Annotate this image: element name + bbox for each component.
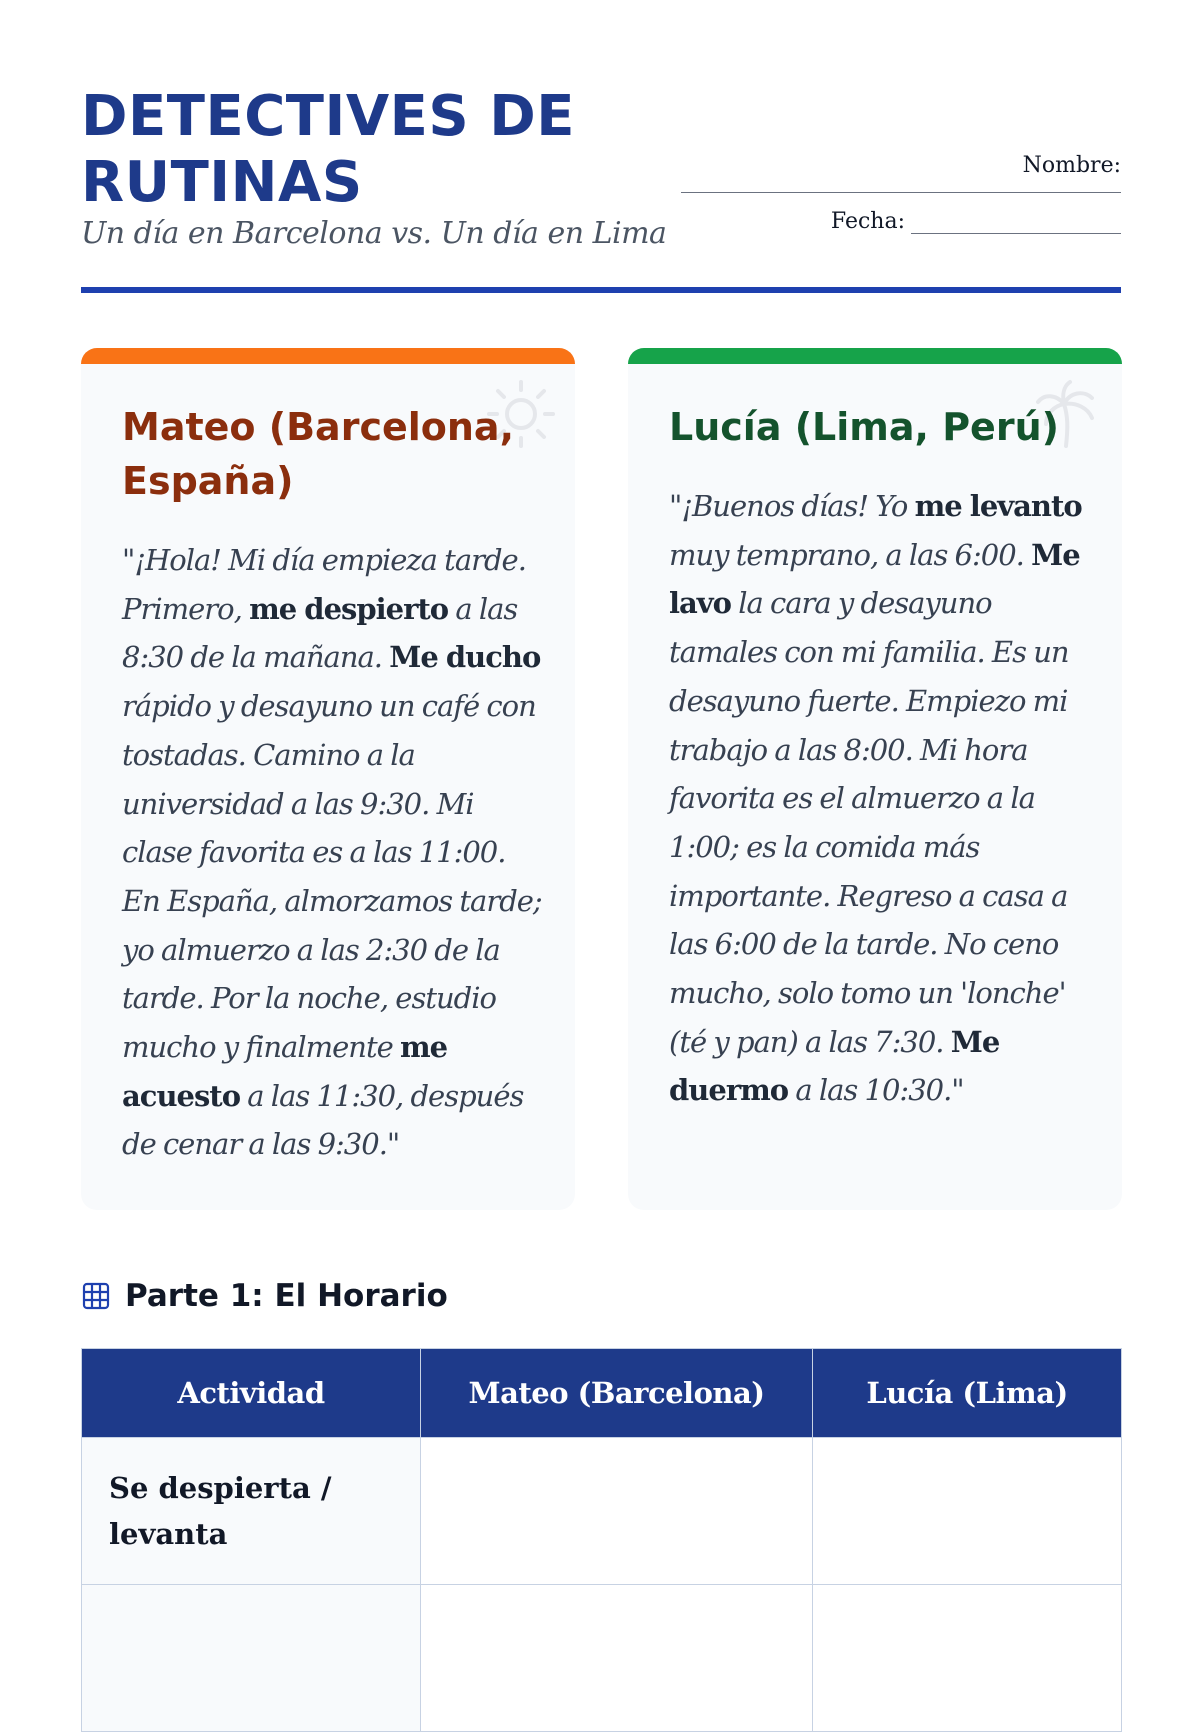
name-label: Nombre: [1022, 153, 1121, 178]
key-verb: Me duermo [669, 1024, 1000, 1108]
card-title: Lucía (Lima, Perú) [669, 405, 1059, 449]
column-header-mateo: Mateo (Barcelona) [421, 1349, 813, 1438]
date-field-line[interactable] [911, 215, 1121, 234]
card-text [122, 536, 542, 1169]
mateo-answer-cell[interactable] [421, 1438, 813, 1585]
card-accent-bar [81, 348, 575, 364]
key-verb: me acuesto [122, 1030, 448, 1113]
section-title: Parte 1: El Horario [125, 1278, 448, 1314]
lucia-answer-cell[interactable] [813, 1585, 1122, 1732]
table-icon [81, 1281, 111, 1311]
text-fragment: la cara y desayuno tamales con mi familia. Es un desayuno fuerte. Empiezo mi trabajo a las 8:00. Mi hora favorita es el almuerzo a la 1:00; es la comida más importante. Regreso a casa a las 6:00 de la tarde. No ceno mucho, solo tomo un 'lonche' (té y pan) a las 7:30. [669, 586, 1069, 1059]
student-info-fields [671, 150, 1121, 234]
key-verb: Me ducho [389, 640, 541, 675]
card-accent-bar [628, 348, 1122, 364]
key-verb: me levanto [914, 489, 1082, 523]
section-heading [81, 1278, 448, 1314]
text-fragment: a las 10:30." [788, 1073, 964, 1108]
schedule-table [81, 1348, 1122, 1732]
worksheet-subtitle: Un día en Barcelona vs. Un día en Lima [81, 216, 667, 251]
worksheet-header [81, 0, 1121, 300]
card-text [669, 482, 1089, 1115]
mateo-answer-cell[interactable] [421, 1585, 813, 1732]
activity-cell: Se despierta / levanta [82, 1438, 421, 1585]
table-header-row [82, 1349, 1122, 1438]
table-row [82, 1438, 1122, 1585]
date-field-row [671, 209, 1121, 234]
table-row [82, 1585, 1122, 1732]
header-divider [81, 287, 1121, 293]
column-header-lucia: Lucía (Lima) [813, 1349, 1122, 1438]
worksheet-page [81, 0, 1121, 1551]
card-lucia [628, 348, 1122, 1210]
key-verb: me despierto [249, 591, 449, 626]
text-fragment: a las 8:30 de la mañana. [122, 591, 518, 675]
card-mateo [81, 348, 575, 1210]
text-fragment: "¡Buenos días! Yo [669, 489, 915, 523]
date-label: Fecha: [830, 209, 905, 234]
card-title: Mateo (Barcelona, España) [122, 405, 515, 503]
key-verb: Me lavo [669, 537, 1080, 621]
lucia-answer-cell[interactable] [813, 1438, 1122, 1585]
text-fragment: a las 11:30, después de cenar a las 9:30." [122, 1078, 524, 1162]
activity-cell [82, 1585, 421, 1732]
text-fragment: "¡Hola! Mi día empieza tarde. Primero, [122, 543, 526, 626]
column-header-activity: Actividad [82, 1349, 421, 1438]
text-fragment: rápido y desayuno un café con tostadas. Camino a la universidad a las 9:30. Mi clase favorita es a las 11:00. En España, almorzamos tarde; yo almuerzo a las 2:30 de la tarde. Por la noche, estudio mucho y finalmente [122, 689, 542, 1065]
worksheet-title: DETECTIVES DE RUTINAS [81, 84, 575, 215]
routine-cards [81, 348, 1121, 1210]
name-field-line[interactable] [681, 192, 1121, 193]
text-fragment: muy temprano, a las 6:00. [669, 537, 1032, 572]
